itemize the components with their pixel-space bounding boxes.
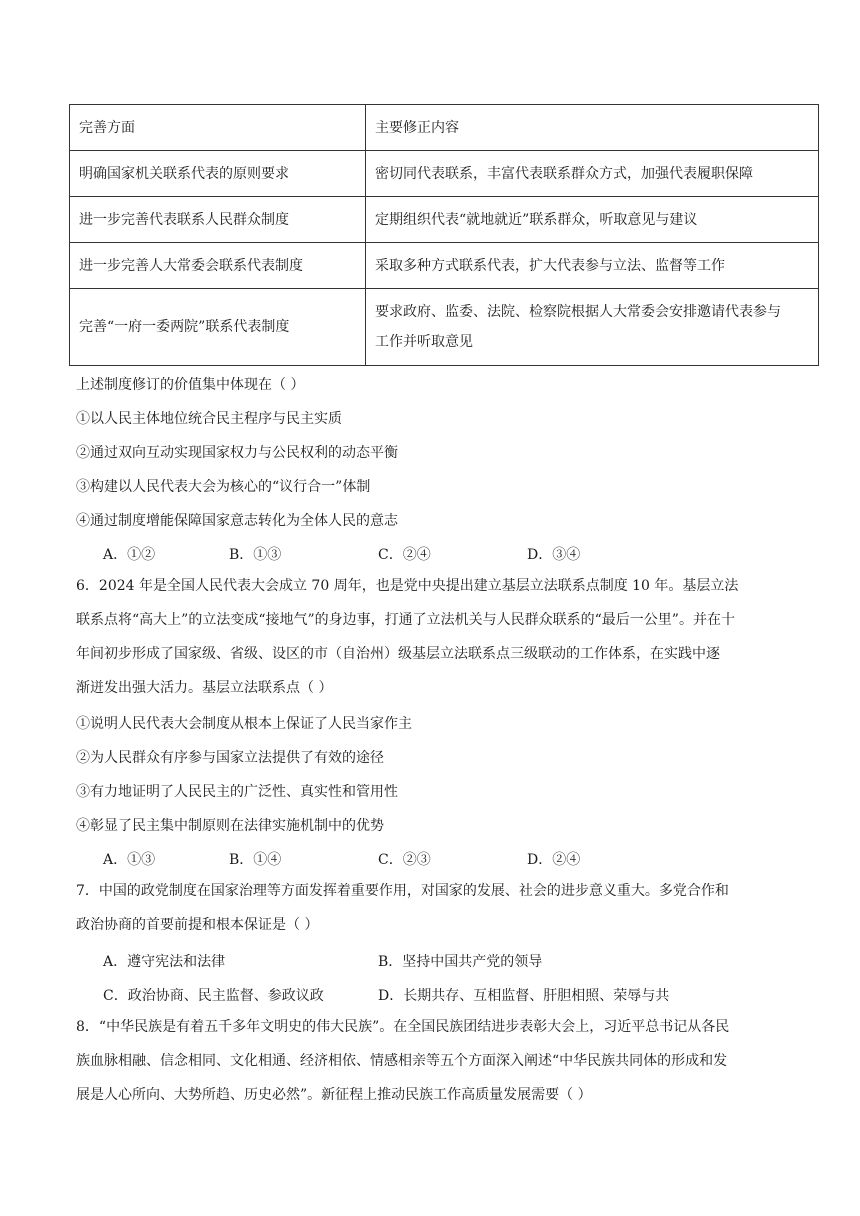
table-cell: 采取多种方式联系代表，扩大代表参与立法、监督等工作 (366, 243, 819, 289)
q6-item-1: ①说明人民代表大会制度从根本上保证了人民当家作主 (76, 716, 412, 732)
q6-item-3: ③有力地证明了人民民主的广泛性、真实性和管用性 (76, 784, 398, 800)
table-row (70, 151, 819, 197)
q8-line: 族血脉相融、信念相同、文化相通、经济相依、情感相亲等五个方面深入阐述“中华民族共同体的形成和发 (76, 1053, 728, 1069)
q5-item-1: ①以人民主体地位统合民主程序与民主实质 (76, 411, 342, 427)
table-cell: 进一步完善人大常委会联系代表制度 (70, 243, 366, 289)
table-header-cell: 主要修正内容 (366, 105, 819, 151)
q6-line: 渐迸发出强大活力。基层立法联系点（ ） (76, 680, 333, 696)
table-cell: 完善“一府一委两院”联系代表制度 (70, 289, 366, 366)
q5-option-d[interactable]: D．③④ (527, 547, 581, 563)
q5-option-b[interactable]: B．①③ (229, 547, 282, 563)
revision-table (69, 104, 819, 366)
q7-line: 政治协商的首要前提和根本保证是（ ） (76, 917, 319, 933)
q8-line: 8．“中华民族是有着五千多年文明史的伟大民族”。在全国民族团结进步表彰大会上，习近平总书记从各民 (76, 1019, 730, 1035)
q7-option-a[interactable]: A．遵守宪法和法律 (103, 954, 226, 970)
table-header-cell: 完善方面 (70, 105, 366, 151)
table-cell: 明确国家机关联系代表的原则要求 (70, 151, 366, 197)
q6-line: 联系点将“高大上”的立法变成“接地气”的身边事，打通了立法机关与人民群众联系的“最后一公里”。并在十 (76, 612, 735, 628)
q7-option-b[interactable]: B．坚持中国共产党的领导 (378, 954, 543, 970)
q7-option-d[interactable]: D．长期共存、互相监督、肝胆相照、荣辱与共 (378, 988, 670, 1004)
table-row (70, 243, 819, 289)
q5-option-a[interactable]: A．①② (103, 547, 156, 563)
q5-option-c[interactable]: C．②④ (378, 547, 431, 563)
table-header-row (70, 105, 819, 151)
table-cell: 定期组织代表“就地就近”联系群众，听取意见与建议 (366, 197, 819, 243)
table-cell-multiline (366, 289, 819, 366)
q6-stem (76, 569, 820, 705)
table-cell-line: 工作并听取意见 (375, 334, 473, 350)
table-row (70, 289, 819, 366)
q5-item-3: ③构建以人民代表大会为核心的“议行合一”体制 (76, 479, 371, 495)
table-cell: 进一步完善代表联系人民群众制度 (70, 197, 366, 243)
q6-option-b[interactable]: B．①④ (229, 852, 282, 868)
q6-option-c[interactable]: C．②③ (378, 852, 431, 868)
q7-option-c[interactable]: C．政治协商、民主监督、参政议政 (103, 988, 324, 1004)
table-cell: 密切同代表联系，丰富代表联系群众方式，加强代表履职保障 (366, 151, 819, 197)
q5-item-2: ②通过双向互动实现国家权力与公民权利的动态平衡 (76, 445, 398, 461)
q5-stem: 上述制度修订的价值集中体现在（ ） (76, 377, 305, 393)
table-cell-line: 要求政府、监委、法院、检察院根据人大常委会安排邀请代表参与 (375, 304, 781, 320)
q6-option-d[interactable]: D．②④ (527, 852, 581, 868)
q6-item-2: ②为人民群众有序参与国家立法提供了有效的途径 (76, 750, 384, 766)
q6-item-4: ④彰显了民主集中制原则在法律实施机制中的优势 (76, 818, 384, 834)
q7-stem (76, 874, 820, 942)
q8-stem (76, 1010, 820, 1112)
q6-line: 年间初步形成了国家级、省级、设区的市（自治州）级基层立法联系点三级联动的工作体系，在实践中逐 (76, 646, 720, 662)
q6-option-a[interactable]: A．①③ (103, 852, 156, 868)
q5-item-4: ④通过制度增能保障国家意志转化为全体人民的意志 (76, 513, 398, 529)
q7-line: 7．中国的政党制度在国家治理等方面发挥着重要作用，对国家的发展、社会的进步意义重大。多党合作和 (76, 883, 729, 899)
table-row (70, 197, 819, 243)
q6-line: 6．2024 年是全国人民代表大会成立 70 周年，也是党中央提出建立基层立法联系点制度 10 年。基层立法 (76, 578, 739, 594)
q8-line: 展是人心所向、大势所趋、历史必然”。新征程上推动民族工作高质量发展需要（ ） (76, 1087, 592, 1103)
